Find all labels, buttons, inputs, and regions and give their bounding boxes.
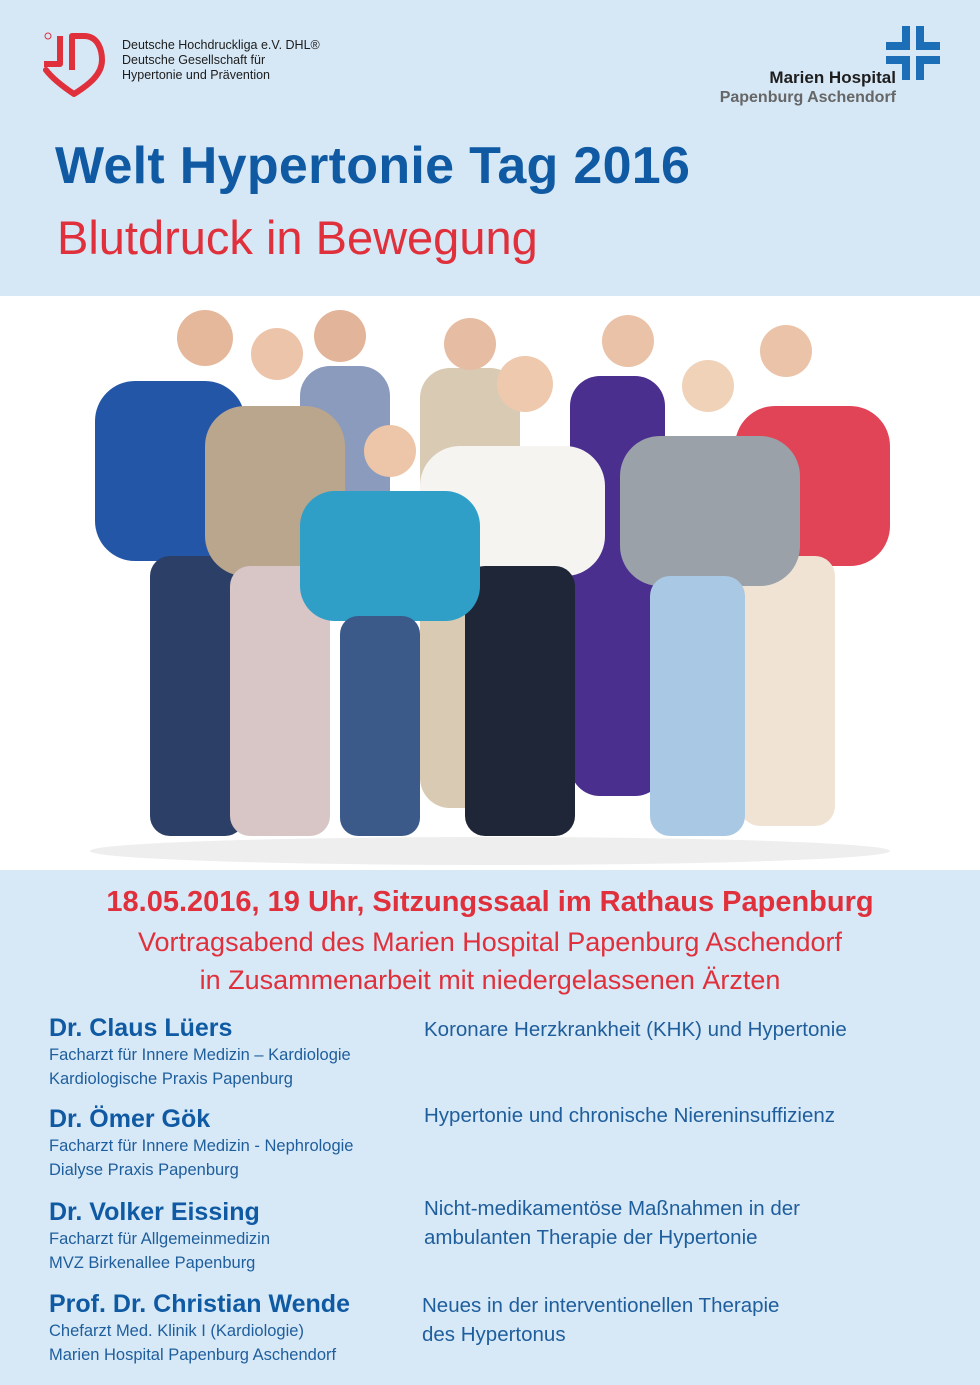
- dhl-organization-name: [122, 38, 320, 83]
- speaker-name: Dr. Ömer Gök: [49, 1105, 211, 1133]
- topic-line: ambulanten Therapie der Hypertonie: [424, 1226, 758, 1249]
- speaker-place: MVZ Birkenallee Papenburg: [49, 1254, 256, 1272]
- topic-line: Hypertonie und chronische Niereninsuffizienz: [424, 1104, 835, 1127]
- speaker-place: Kardiologische Praxis Papenburg: [49, 1070, 293, 1088]
- event-description-line-2: in Zusammenarbeit mit niedergelassenen Ärzten: [199, 965, 781, 995]
- topic-line: Neues in der interventionellen Therapie: [422, 1294, 780, 1317]
- speaker-block: [49, 1289, 350, 1367]
- event-description-line-1: Vortragsabend des Marien Hospital Papenburg Aschendorf: [138, 927, 842, 957]
- speaker-topic: [424, 1101, 835, 1130]
- speaker-block: [49, 1013, 351, 1091]
- speaker-block: [49, 1197, 270, 1275]
- speaker-name: Dr. Claus Lüers: [49, 1014, 233, 1042]
- speaker-role: Facharzt für Allgemeinmedizin: [49, 1230, 271, 1248]
- speaker-name: Dr. Volker Eissing: [49, 1198, 260, 1226]
- speaker-role: Facharzt für Innere Medizin - Nephrologie: [49, 1137, 354, 1155]
- dhl-line-2: Deutsche Gesellschaft für: [122, 53, 266, 67]
- speaker-role: Facharzt für Innere Medizin – Kardiologie: [49, 1046, 351, 1064]
- topic-line: Koronare Herzkrankheit (KHK) und Hypertonie: [424, 1018, 847, 1041]
- page-title: Welt Hypertonie Tag 2016: [55, 137, 691, 195]
- group-photo: [0, 296, 980, 870]
- dhl-line-3: Hypertonie und Prävention: [122, 68, 271, 82]
- page-subtitle: Blutdruck in Bewegung: [57, 211, 538, 264]
- speaker-role: Chefarzt Med. Klinik I (Kardiologie): [49, 1322, 304, 1340]
- info-section: [0, 870, 980, 1385]
- speaker-place: Marien Hospital Papenburg Aschendorf: [49, 1346, 337, 1364]
- speaker-block: [49, 1104, 353, 1182]
- dhl-heart-logo-icon: [40, 30, 110, 100]
- speaker-topic: [422, 1291, 779, 1349]
- speaker-place: Dialyse Praxis Papenburg: [49, 1161, 239, 1179]
- hospital-subtitle: Papenburg Aschendorf: [719, 89, 896, 106]
- hospital-name: Marien Hospital: [769, 68, 896, 87]
- speaker-topic: [424, 1194, 800, 1252]
- event-date-location: 18.05.2016, 19 Uhr, Sitzungssaal im Rathaus Papenburg: [106, 886, 874, 918]
- people-illustration: [0, 296, 980, 870]
- speaker-name: Prof. Dr. Christian Wende: [49, 1290, 350, 1318]
- topic-line: des Hypertonus: [422, 1323, 566, 1346]
- header-section: [0, 0, 980, 296]
- topic-line: Nicht-medikamentöse Maßnahmen in der: [424, 1197, 800, 1220]
- dhl-line-1: Deutsche Hochdruckliga e.V. DHL®: [122, 38, 320, 52]
- speaker-topic: [424, 1015, 847, 1044]
- person-figure: [95, 310, 245, 836]
